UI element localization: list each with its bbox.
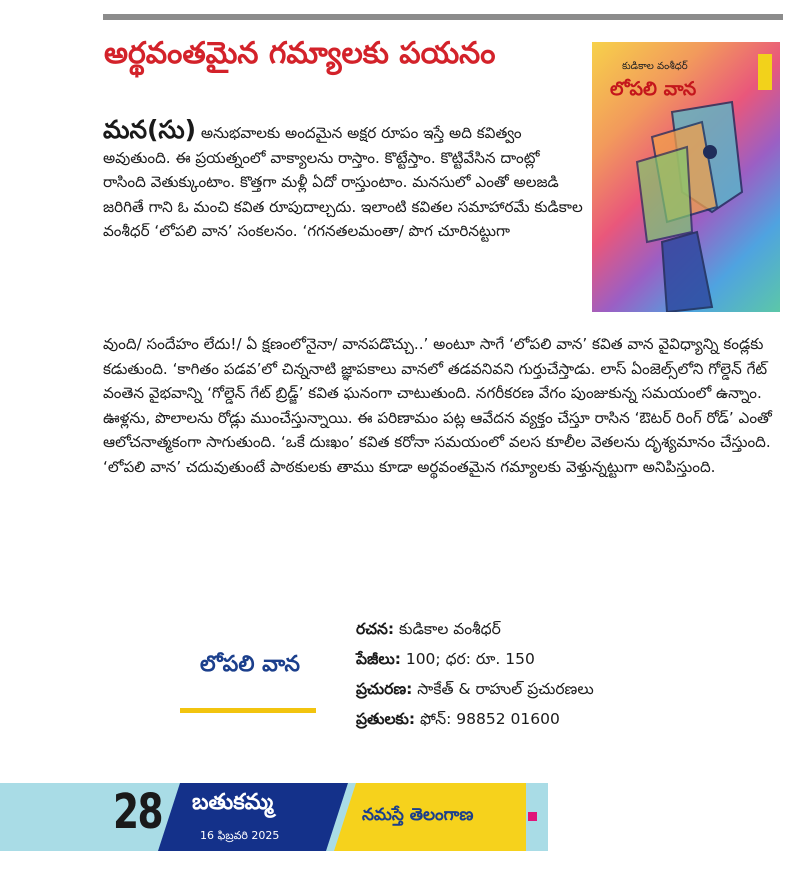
- top-rule: [103, 14, 783, 20]
- footer-pink-square: [528, 812, 537, 821]
- detail-pages-price: పేజీలు: 100; ధర: రూ. 150: [356, 650, 535, 668]
- magazine-name: బతుకమ్మ: [192, 790, 274, 815]
- book-title: లోపలి వాన: [200, 652, 300, 677]
- book-details: [356, 614, 776, 734]
- book-cover-image: [592, 42, 780, 312]
- issue-date: 16 ఫిబ్రవరి 2025: [200, 829, 280, 842]
- detail-contact: ప్రతులకు: ఫోన్: 98852 01600: [356, 710, 560, 728]
- book-title-underline: [180, 708, 316, 713]
- page-number: 28: [113, 784, 162, 840]
- detail-author: రచన: కుడికాల వంశీధర్: [356, 620, 501, 638]
- detail-publisher: ప్రచురణ: సాకేత్ & రాహుల్ ప్రచురణలు: [356, 680, 594, 698]
- cover-title: లోపలి వాన: [610, 78, 697, 100]
- article-headline: అర్థవంతమైన గమ్యాలకు పయనం: [104, 36, 496, 71]
- article-paragraph-2: వుంది/ సందేహం లేదు!/ ఏ క్షణంలోనైనా/ వానపడొచ్చు..’ అంటూ సాగే ‘లోపలి వాన’ కవిత వాన వైవిధ్యాన్ని కండ్లకు కడుతుంది. ‘కాగితం పడవ’లో చిన్ననాటి జ్ఞాపకాలు వానలో తడవనివని గుర్తుచేస్తాడు. లాస్ ఏంజెల్స్‌లోని గోల్డెన్ గేట్ వంతెన వైభవాన్ని ‘గోల్డెన్ గేట్ బ్రిడ్జ్’ కవిత ఘనంగా చాటుతుంది. నగరీకరణ వేగం పుంజుకున్న సమయంలో ఉన్నాం. ఊళ్లను, పొలాలను రోడ్లు ముంచేస్తున్నాయి. ఈ పరిణామం పట్ల ఆవేదన వ్యక్తం చేస్తూ రాసిన ‘ఔటర్ రింగ్ రోడ్’ ఎంతో ఆలోచనాత్మకంగా సాగుతుంది. ‘ఒకే దుఃఖం’ కవిత కరోనా సమయంలో వలస కూలీల వెతలను దృశ్యమానం చేస్తుంది. ‘లోపలి వాన’ చదువుతుంటే పాఠకులకు తాము కూడా అర్థవంతమైన గమ్యాలకు వెళ్తున్నట్టుగా అనిపిస్తుంది.: [103, 335, 772, 476]
- cover-author: కుడికాల వంశీధర్: [622, 61, 688, 72]
- article-dropcap: మన(సు): [103, 115, 197, 144]
- cover-badge: [758, 54, 772, 90]
- article-body-1: అనుభవాలకు అందమైన అక్షర రూపం ఇస్తే అది కవిత్వం అవుతుంది. ఈ ప్రయత్నంలో వాక్యాలను రాస్తాం. కొట్టేస్తాం. కొట్టివేసిన దాంట్లో రాసింది వెతుక్కుంటాం. కొత్తగా మళ్లీ ఏదో రాస్తుంటాం. మనసులో ఎంతో అలజడి జరిగితే గాని ఓ మంచి కవిత రూపుదాల్చదు. ఇలాంటి కవితల సమాహారమే కుడికాల వంశీధర్ ‘లోపలి వాన’ సంకలనం. ‘గగనతలమంతా/ పొగ చూరినట్టుగా: [103, 124, 583, 241]
- article-paragraph-1: [103, 115, 585, 244]
- newspaper-name: నమస్తే తెలంగాణ: [362, 805, 474, 825]
